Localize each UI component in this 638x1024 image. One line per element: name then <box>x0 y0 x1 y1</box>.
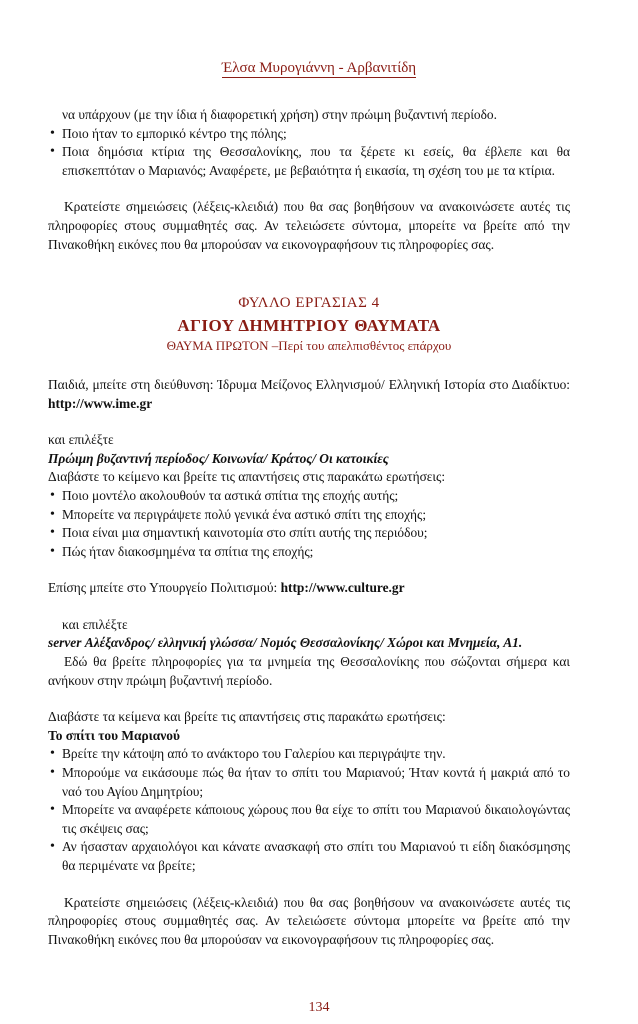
list-item: • Ποια δημόσια κτίρια της Θεσσαλονίκης, που τα ξέρετε κι εσείς, θα έβλεπε και θα επισκεπτόταν ο Μαριανός; Αναφέρετε, με βεβαιότητα ή εικασία, τη σχέση του με τα κτίρια. <box>48 143 570 180</box>
worksheet-title: ΑΓΙΟΥ ΔΗΜΗΤΡΙΟΥ ΘΑΥΜΑΤΑ <box>177 315 441 335</box>
page-content <box>48 106 570 949</box>
culture-link[interactable]: http://www.culture.gr <box>280 580 405 596</box>
read-instruction: Διαβάστε το κείμενο και βρείτε τις απαντήσεις στις παρακάτω ερωτήσεις: <box>48 469 446 485</box>
list-item: • Ποιο ήταν το εμπορικό κέντρο της πόλης; <box>48 125 570 144</box>
list-item: • Αν ήσασταν αρχαιολόγοι και κάνατε ανασκαφή στο σπίτι του Μαριανού τι είδη διακόσμησης θα περιμένατε να βρείτε; <box>48 838 570 875</box>
list-item: • Μπορούμε να εικάσουμε πώς θα ήταν το σπίτι του Μαριανού; Ήταν κοντά ή μακριά από το ναό του Αγίου Δημητρίου; <box>48 764 570 801</box>
worksheet-heading <box>48 294 570 356</box>
navigation-path: Πρώιμη βυζαντινή περίοδος/ Κοινωνία/ Κράτος/ Οι κατοικίες <box>48 450 389 466</box>
page-number: 134 <box>308 1000 330 1015</box>
notes-paragraph: Κρατείστε σημειώσεις (λέξεις-κλειδιά) που θα σας βοηθήσουν να ανακοινώσετε αυτές τις πληροφορίες στους συμμαθητές σας. Αν τελειώσετε σύντομα, μπορείτε να βρείτε από την Πινακοθήκη εικόνες που θα μπορούσαν να εικονογραφήσουν τις πληροφορίες σας. <box>48 199 570 252</box>
list-item: • Βρείτε την κάτοψη από το ανάκτορο του Γαλερίου και περιγράψτε την. <box>48 745 570 764</box>
house-question-list <box>48 487 570 561</box>
section1-intro-text: Παιδιά, μπείτε στη διεύθυνση: Ίδρυμα Μείζονος Ελληνισμού/ Ελληνική Ιστορία στο Διαδίκτυο: <box>48 376 570 392</box>
list-item: • Ποια είναι μια σημαντική καινοτομία στο σπίτι αυτής της περιόδου; <box>48 524 570 543</box>
section1-intro <box>48 376 570 413</box>
running-header <box>0 60 638 77</box>
list-item: • Μπορείτε να αναφέρετε κάποιους χώρους που θα είχε το σπίτι του Μαριανού δικαιολογώντας τις σκέψεις σας; <box>48 801 570 838</box>
read-instruction: Διαβάστε τα κείμενα και βρείτε τις απαντήσεις στις παρακάτω ερωτήσεις: <box>48 709 446 725</box>
worksheet-subtitle: ΘΑΥΜΑ ΠΡΩΤΟΝ –Περί του απελπισθέντος επάρχου <box>166 338 452 354</box>
continued-line: να υπάρχουν (με την ίδια ή διαφορετική χρήση) στην πρώιμη βυζαντινή περίοδο. <box>62 107 497 122</box>
author-name: Έλσα Μυρογιάννη - Αρβανιτίδη <box>221 60 417 76</box>
list-item: • Ποιο μοντέλο ακολουθούν τα αστικά σπίτια της εποχής αυτής; <box>48 487 570 506</box>
marianos-question-list <box>48 745 570 875</box>
subsection-heading: Το σπίτι του Μαριανού <box>48 727 180 743</box>
list-item: • Μπορείτε να περιγράψετε πολύ γενικά ένα αστικό σπίτι της εποχής; <box>48 506 570 525</box>
list-item: • Πώς ήταν διακοσμημένα τα σπίτια της εποχής; <box>48 543 570 562</box>
section2-intro <box>48 579 570 598</box>
top-question-list <box>48 125 570 181</box>
ime-link[interactable]: http://www.ime.gr <box>48 395 153 411</box>
select-label: και επιλέξτε <box>62 616 128 632</box>
section2-text: Εδώ θα βρείτε πληροφορίες για τα μνημεία της Θεσσαλονίκης που σώζονται σήμερα και ανήκουν στην πρώιμη βυζαντινή περίοδο. <box>48 654 570 688</box>
notes-paragraph: Κρατείστε σημειώσεις (λέξεις-κλειδιά) που θα σας βοηθήσουν να ανακοινώσετε αυτές τις πληροφορίες στους συμμαθητές σας. Αν τελειώσετε σύντομα μπορείτε να βρείτε από την Πινακοθήκη εικόνες που θα μπορούσαν να εικονογραφήσουν τις πληροφορίες σας. <box>48 894 570 947</box>
select-label: και επιλέξτε <box>48 432 114 448</box>
section2-intro-text: Επίσης μπείτε στο Υπουργείο Πολιτισμού: <box>48 580 278 596</box>
navigation-path: server Αλέξανδρος/ ελληνική γλώσσα/ Νομός Θεσσαλονίκης/ Χώροι και Μνημεία, Α1. <box>48 635 523 651</box>
worksheet-label: ΦΥΛΛΟ ΕΡΓΑΣΙΑΣ 4 <box>238 295 380 312</box>
